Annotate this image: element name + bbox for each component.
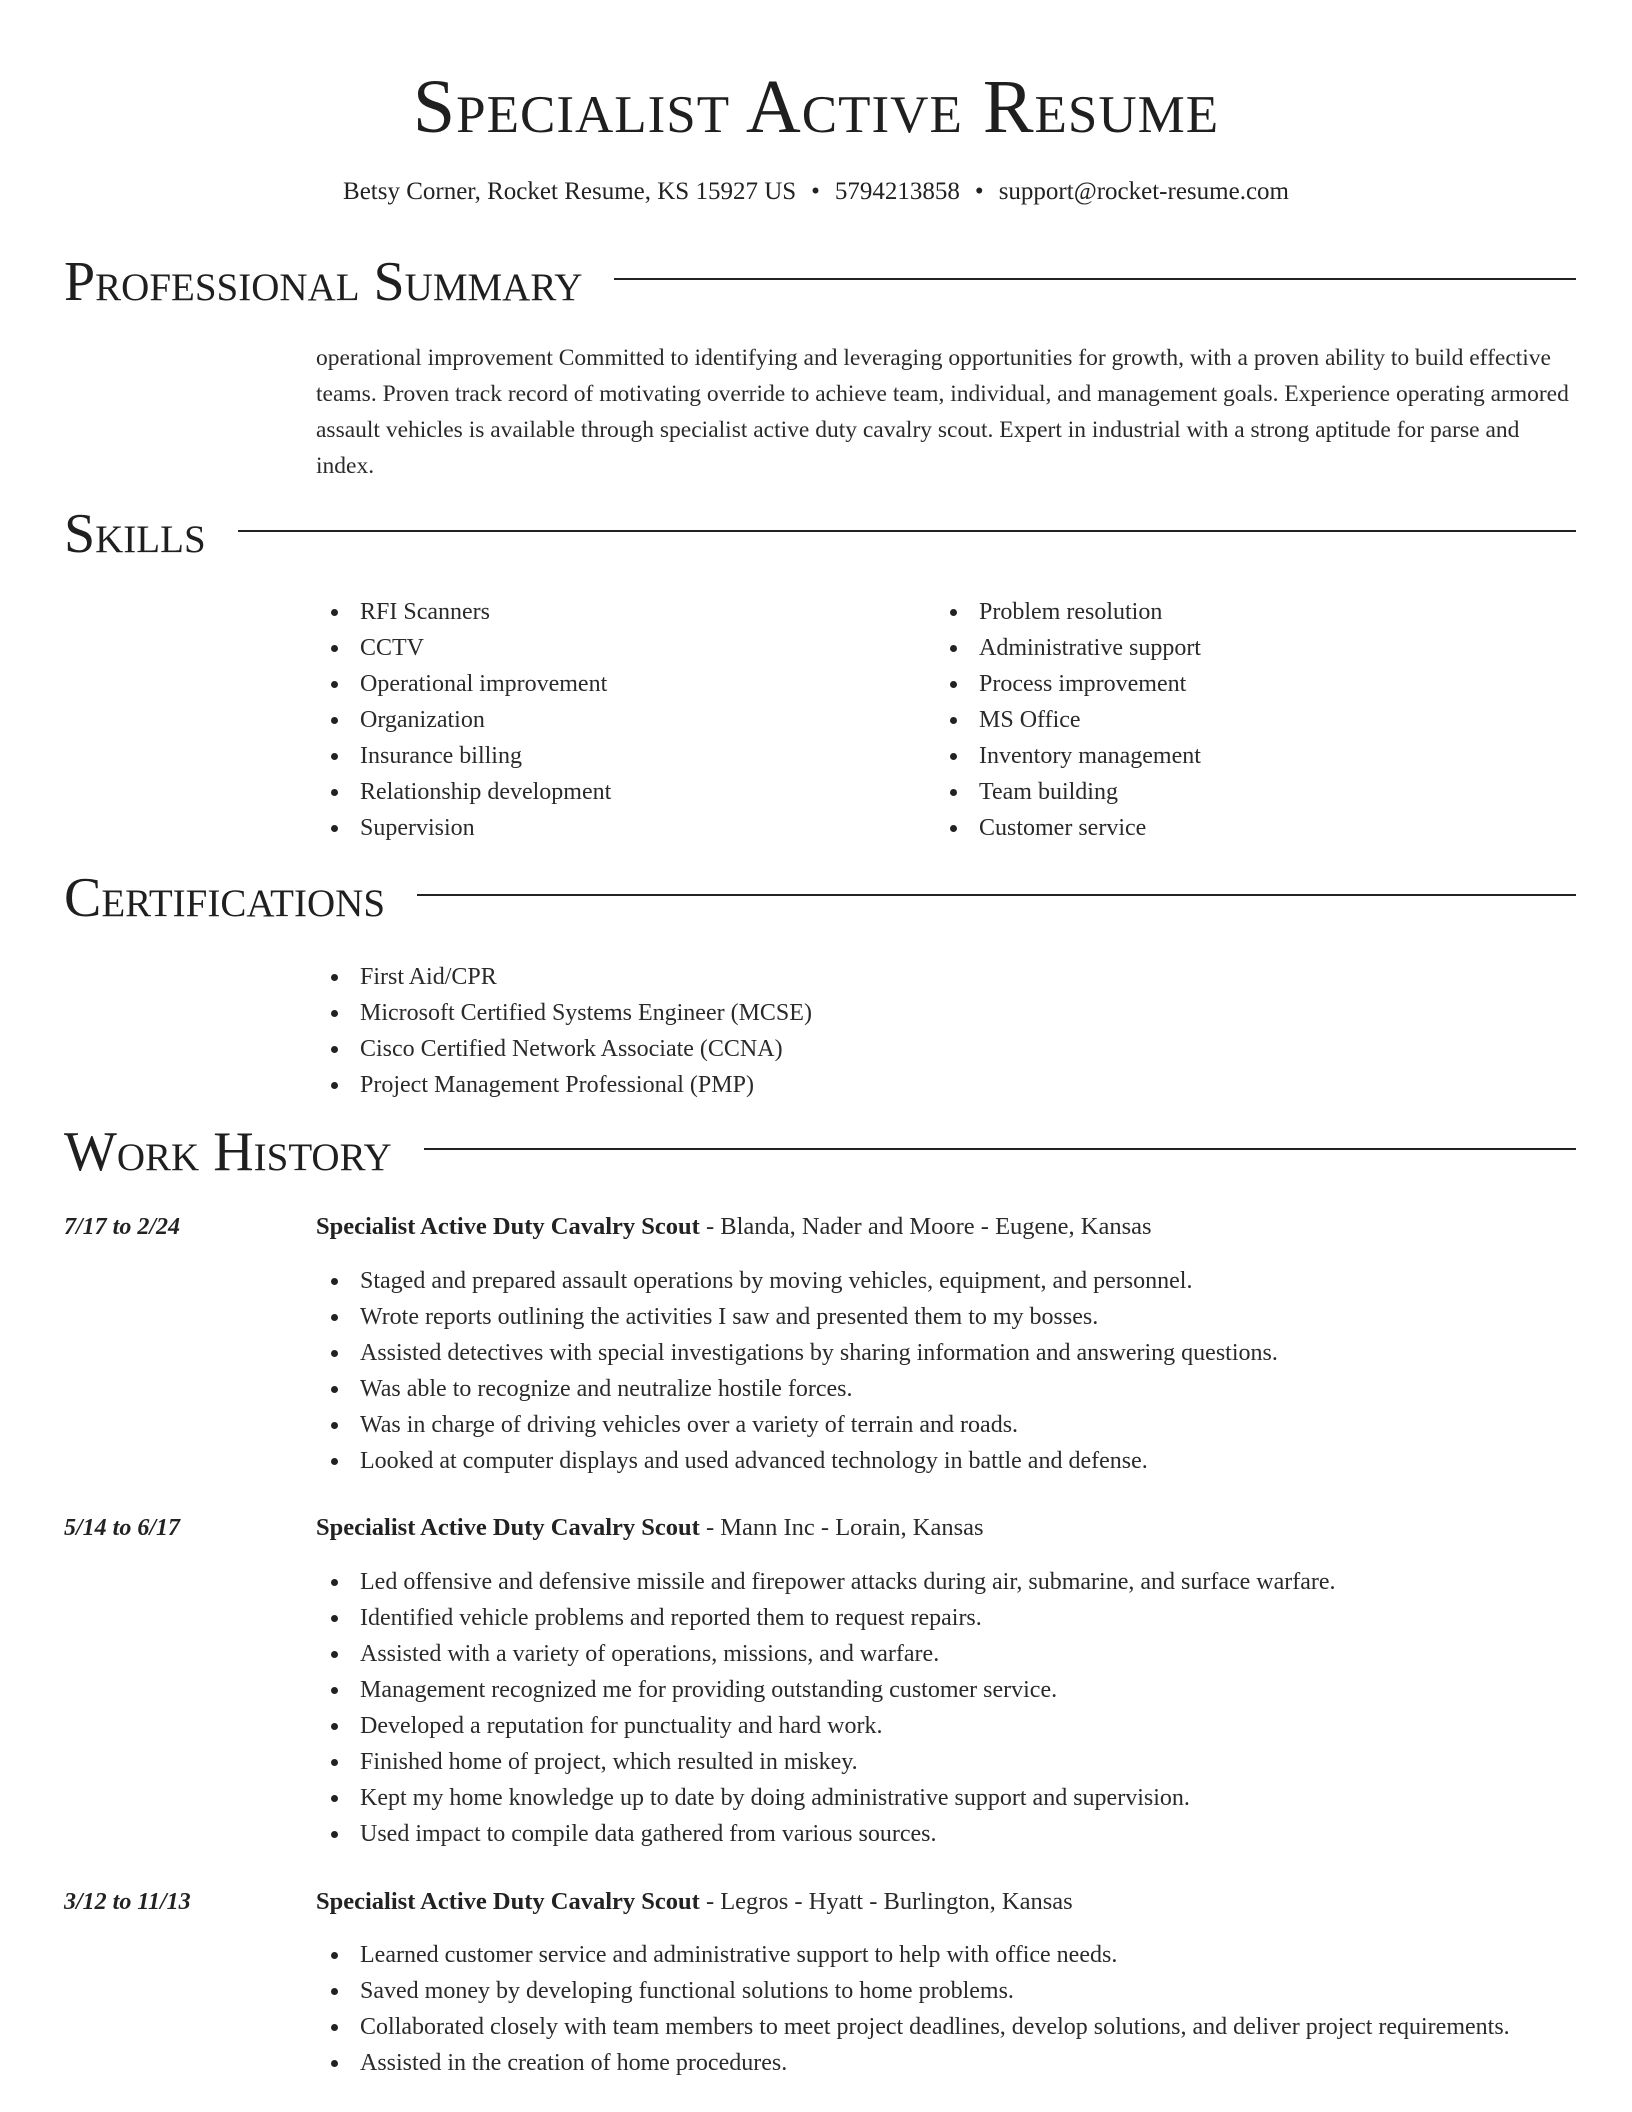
job-duties-list <box>316 1937 1581 2081</box>
duty-item: Used impact to compile data gathered from various sources. <box>316 1816 1581 1852</box>
skill-item: Insurance billing <box>316 738 916 774</box>
duty-item: Assisted detectives with special investigations by sharing information and answering questions. <box>316 1335 1581 1371</box>
skills-section-header <box>64 502 1576 566</box>
certifications-heading: Certifications <box>64 867 386 929</box>
skill-item: Relationship development <box>316 774 916 810</box>
job-heading <box>316 1884 1581 1920</box>
skill-item: Inventory management <box>935 738 1575 774</box>
certification-item: Cisco Certified Network Associate (CCNA) <box>316 1031 1576 1067</box>
duty-item: Assisted in the creation of home procedures. <box>316 2045 1581 2081</box>
duty-item: Was able to recognize and neutralize hostile forces. <box>316 1371 1581 1407</box>
duty-item: Kept my home knowledge up to date by doing administrative support and supervision. <box>316 1780 1581 1816</box>
summary-text: operational improvement Committed to identifying and leveraging opportunities for growth, with a proven ability to build effective teams. Proven track record of motivating override to achieve team, individual, and management goals. Experience operating armored assault vehicles is available through specialist active duty cavalry scout. Expert in industrial with a strong aptitude for parse and index. <box>316 345 1569 479</box>
certifications-list <box>316 959 1576 1103</box>
skills-list-right <box>935 594 1575 846</box>
job-duties-list <box>316 1263 1581 1479</box>
job-company: - Blanda, Nader and Moore - Eugene, Kansas <box>699 1213 1152 1240</box>
job-dates: 3/12 to 11/13 <box>64 1889 191 1915</box>
skill-item: Supervision <box>316 810 916 846</box>
work-history-section-header <box>64 1120 1576 1184</box>
summary-heading: Professional Summary <box>64 251 583 313</box>
job-heading <box>316 1510 1581 1546</box>
job-title: Specialist Active Duty Cavalry Scout <box>316 1213 700 1240</box>
job-dates: 7/17 to 2/24 <box>64 1214 181 1240</box>
duty-item: Management recognized me for providing outstanding customer service. <box>316 1672 1581 1708</box>
duty-item: Assisted with a variety of operations, missions, and warfare. <box>316 1636 1581 1672</box>
skill-item: Process improvement <box>935 666 1575 702</box>
summary-section-header <box>64 250 1576 314</box>
contact-address: Betsy Corner, Rocket Resume, KS 15927 US <box>343 178 797 205</box>
job-duties-list <box>316 1564 1581 1852</box>
duty-item: Identified vehicle problems and reported them to request repairs. <box>316 1600 1581 1636</box>
skill-item: Organization <box>316 702 916 738</box>
section-divider <box>238 530 1576 532</box>
contact-email: support@rocket-resume.com <box>998 178 1289 205</box>
skill-item: MS Office <box>935 702 1575 738</box>
duty-item: Staged and prepared assault operations by moving vehicles, equipment, and personnel. <box>316 1263 1581 1299</box>
duty-item: Was in charge of driving vehicles over a variety of terrain and roads. <box>316 1407 1581 1443</box>
certification-item: Project Management Professional (PMP) <box>316 1067 1576 1103</box>
skill-item: Operational improvement <box>316 666 916 702</box>
section-divider <box>614 278 1576 280</box>
duty-item: Learned customer service and administrative support to help with office needs. <box>316 1937 1581 1973</box>
job-company: - Legros - Hyatt - Burlington, Kansas <box>699 1888 1073 1915</box>
section-divider <box>417 894 1576 896</box>
duty-item: Wrote reports outlining the activities I saw and presented them to my bosses. <box>316 1299 1581 1335</box>
duty-item: Led offensive and defensive missile and firepower attacks during air, submarine, and surface warfare. <box>316 1564 1581 1600</box>
contact-line <box>0 175 1632 209</box>
job-company: - Mann Inc - Lorain, Kansas <box>699 1514 984 1541</box>
certifications-section-header <box>64 866 1576 930</box>
work-history-heading: Work History <box>64 1121 392 1183</box>
job-title: Specialist Active Duty Cavalry Scout <box>316 1514 700 1541</box>
certification-item: Microsoft Certified Systems Engineer (MCSE) <box>316 995 1576 1031</box>
skill-item: RFI Scanners <box>316 594 916 630</box>
skill-item: CCTV <box>316 630 916 666</box>
job-heading <box>316 1209 1581 1245</box>
resume-title: Specialist Active Resume <box>412 65 1220 149</box>
skill-item: Team building <box>935 774 1575 810</box>
skill-item: Problem resolution <box>935 594 1575 630</box>
duty-item: Collaborated closely with team members to meet project deadlines, develop solutions, and deliver project requirements. <box>316 2009 1581 2045</box>
contact-separator: • <box>811 178 820 205</box>
certification-item: First Aid/CPR <box>316 959 1576 995</box>
contact-phone: 5794213858 <box>834 178 960 205</box>
duty-item: Finished home of project, which resulted in miskey. <box>316 1744 1581 1780</box>
section-divider <box>424 1148 1576 1150</box>
job-dates: 5/14 to 6/17 <box>64 1515 181 1541</box>
skills-heading: Skills <box>64 503 206 565</box>
skills-list-left <box>316 594 916 846</box>
duty-item: Developed a reputation for punctuality and hard work. <box>316 1708 1581 1744</box>
skill-item: Administrative support <box>935 630 1575 666</box>
duty-item: Saved money by developing functional solutions to home problems. <box>316 1973 1581 2009</box>
job-title: Specialist Active Duty Cavalry Scout <box>316 1888 700 1915</box>
duty-item: Looked at computer displays and used advanced technology in battle and defense. <box>316 1443 1581 1479</box>
skill-item: Customer service <box>935 810 1575 846</box>
contact-separator: • <box>974 178 984 205</box>
